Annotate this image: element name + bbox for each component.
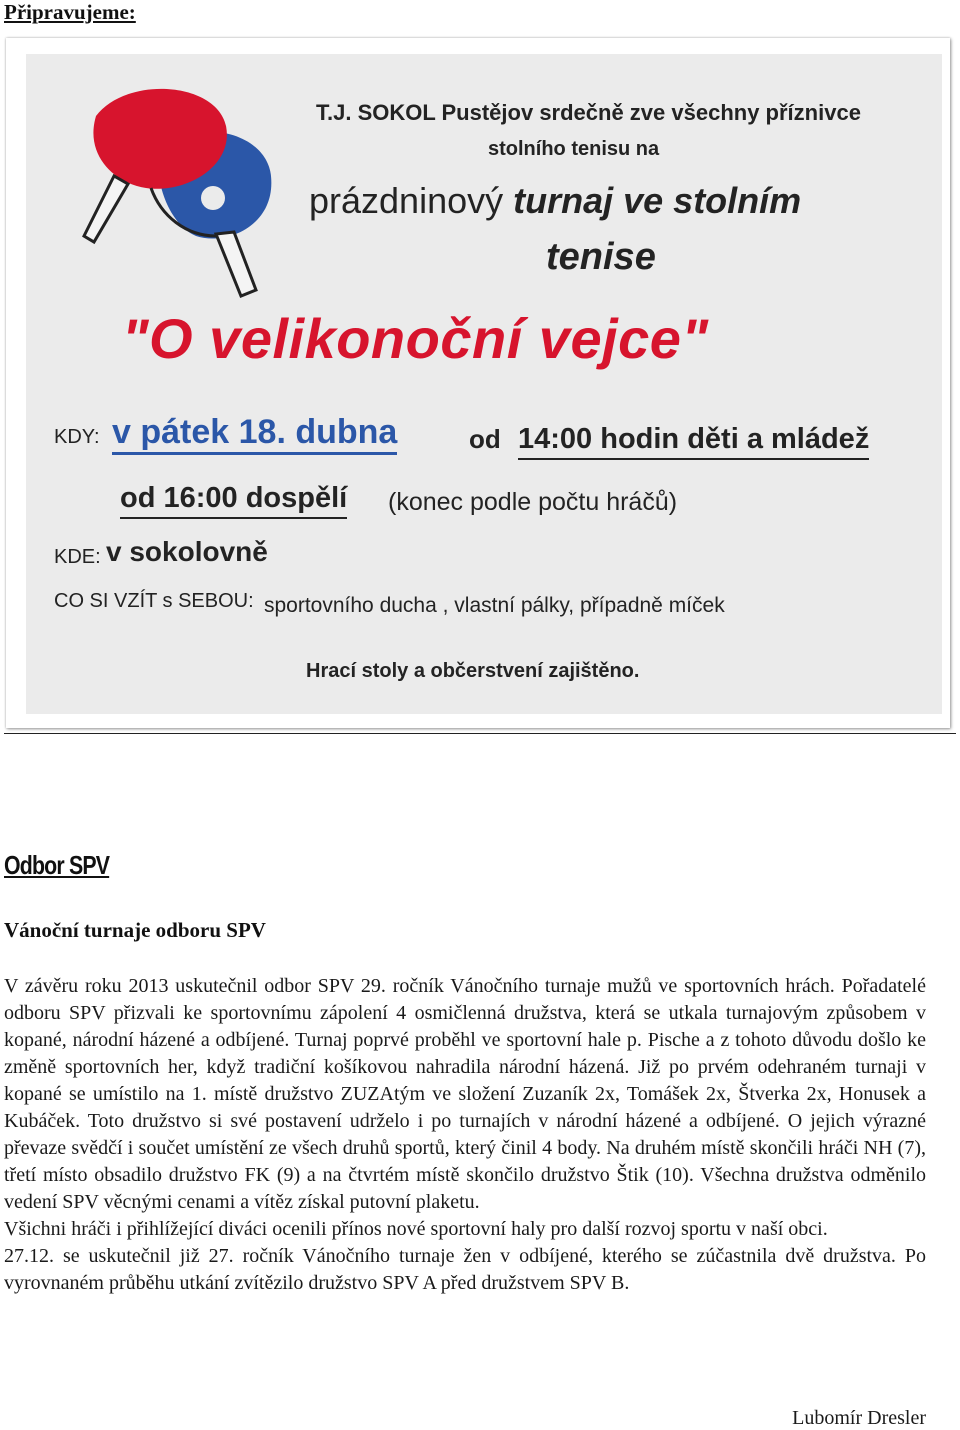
article-subtitle: Vánoční turnaje odboru SPV — [4, 918, 266, 942]
where-value: v sokolovně — [106, 536, 268, 567]
section-divider — [4, 733, 956, 734]
tournament-poster — [26, 54, 942, 714]
poster-footer: Hrací stoly a občerstvení zajištěno. — [306, 660, 640, 682]
bring-label: CO SI VZÍT s SEBOU: — [54, 590, 254, 612]
invitation-line-2: stolního tenisu na — [488, 138, 660, 160]
preparing-heading: Připravujeme: — [4, 0, 136, 24]
when-od: od — [469, 424, 501, 454]
event-type-line-2: tenise — [546, 236, 656, 278]
section-title: Odbor SPV — [4, 850, 110, 880]
where-label: KDE: — [54, 546, 101, 568]
when-label: KDY: — [54, 426, 100, 448]
poster-title: "O velikonoční vejce" — [122, 307, 709, 370]
article-paragraph: 27.12. se uskutečnil již 27. ročník Vánočního turnaje žen v odbíjené, kterého se zúčastnila dvě družstva. Po vyrovnaném průběhu utkání zvítězilo družstvo SPV A před družstvem SPV B. — [4, 1245, 926, 1294]
event-type-line — [309, 180, 801, 222]
event-type-bold: turnaj ve stolním — [513, 180, 802, 221]
adults-time: od 16:00 dospělí — [120, 479, 347, 519]
table-tennis-paddles-icon — [66, 76, 286, 306]
poster-frame — [6, 38, 950, 728]
event-type-plain: prázdninový — [309, 180, 514, 221]
adults-note: (konec podle počtu hráčů) — [388, 488, 678, 516]
article-paragraph: V závěru roku 2013 uskutečnil odbor SPV 29. ročník Vánočního turnaje mužů ve sportovních hrách. Pořadatelé odboru SPV přizvali ke sportovnímu zápolení 4 osmičlenná družstva, která se utkala turnajovým způsobem v kopané, národní házené a odbíjené. Turnaj poprvé proběhl ve sportovní hale p. Pische a z tohoto důvodu došlo ke změně sportovních her, když tradiční košíkovou nahradila národní házená. Již po prvém odehraném turnaji v kopané se umístilo na 1. místě družstvo ZUZAtým ve složení Zuzaník 2x, Tomášek 2x, Štverka 2x, Honusek a Kubáček. Toto družstvo si své postavení udrželo i po turnajích v národní házené a odbíjené. O jejich výrazné převaze svědčí i součet umístění ze všech druhů sportů, který činil 4 body. Na druhém místě skončili hráči NH (7), třetí místo obsadilo družstvo FK (9) a na čtvrtém místě skončilo družstvo Štik (10). Všechna družstva odměnilo vedení SPV věcnými cenami a vítěz získal putovní plaketu. — [4, 975, 926, 1213]
when-date: v pátek 18. dubna — [112, 412, 397, 455]
when-time: 14:00 hodin děti a mládež — [518, 420, 869, 460]
author-signature: Lubomír Dresler — [792, 1407, 926, 1429]
bring-value: sportovního ducha , vlastní pálky, případně míček — [264, 594, 725, 617]
article-paragraph: Všichni hráči i přihlížející diváci ocenili přínos nové sportovní haly pro další rozvoj sportu v naší obci. — [4, 1218, 828, 1240]
article-body — [4, 973, 926, 1297]
invitation-line: T.J. SOKOL Pustějov srdečně zve všechny příznivce — [316, 100, 861, 125]
